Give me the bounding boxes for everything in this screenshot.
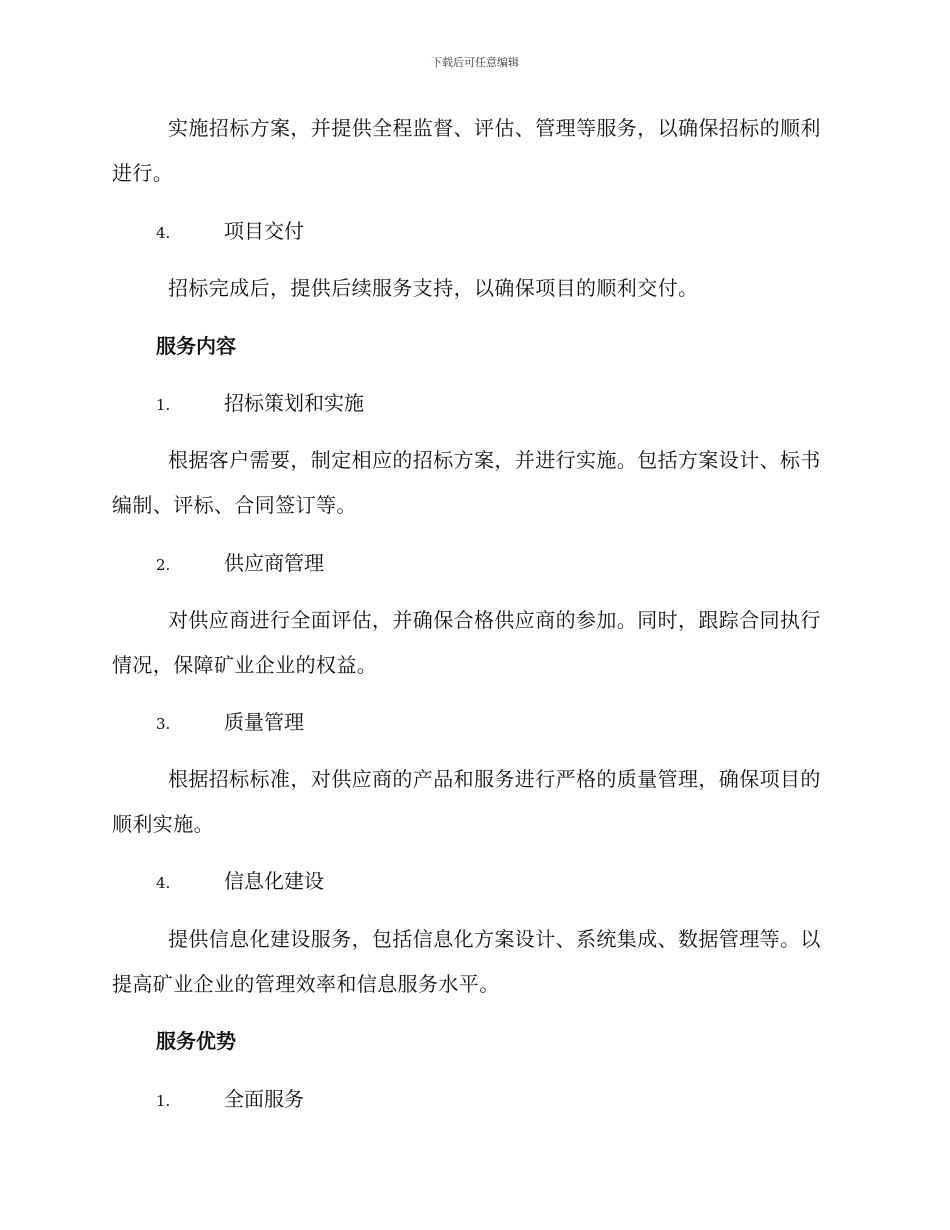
list-item-project-delivery (156, 216, 304, 248)
section-heading-service-content: 服务内容 (156, 334, 236, 358)
list-label: 信息化建设 (224, 869, 324, 893)
list-number: 1. (156, 1092, 171, 1110)
section-heading-service-advantages: 服务优势 (156, 1029, 236, 1053)
list-label: 供应商管理 (224, 551, 324, 575)
list-item-informatization (156, 866, 324, 898)
paragraph-bidding-implementation: 实施招标方案，并提供全程监督、评估、管理等服务，以确保招标的顺利进行。 (112, 116, 821, 185)
list-label: 全面服务 (224, 1087, 304, 1111)
paragraph-quality-management: 根据招标标准，对供应商的产品和服务进行严格的质量管理，确保项目的顺利实施。 (112, 767, 821, 836)
paragraph-bidding-planning: 根据客户需要，制定相应的招标方案，并进行实施。包括方案设计、标书编制、评标、合同签订等。 (112, 448, 821, 517)
list-number: 2. (156, 556, 171, 574)
list-number: 4. (156, 874, 171, 892)
list-number: 3. (156, 715, 171, 733)
list-item-quality-management (156, 707, 304, 739)
list-number: 4. (156, 224, 171, 242)
list-item-supplier-management (156, 548, 324, 580)
list-label: 质量管理 (224, 710, 304, 734)
page-header: 下载后可任意编辑 (431, 56, 519, 69)
paragraph-informatization: 提供信息化建设服务，包括信息化方案设计、系统集成、数据管理等。以提高矿业企业的管理效率和信息服务水平。 (112, 927, 821, 996)
paragraph-project-delivery: 招标完成后，提供后续服务支持，以确保项目的顺利交付。 (168, 276, 699, 300)
list-item-bidding-planning (156, 388, 364, 420)
list-label: 项目交付 (224, 219, 304, 243)
paragraph-supplier-management: 对供应商进行全面评估，并确保合格供应商的参加。同时，跟踪合同执行情况，保障矿业企业的权益。 (112, 608, 821, 677)
list-label: 招标策划和实施 (224, 391, 364, 415)
list-number: 1. (156, 396, 171, 414)
list-item-comprehensive-service (156, 1084, 304, 1116)
